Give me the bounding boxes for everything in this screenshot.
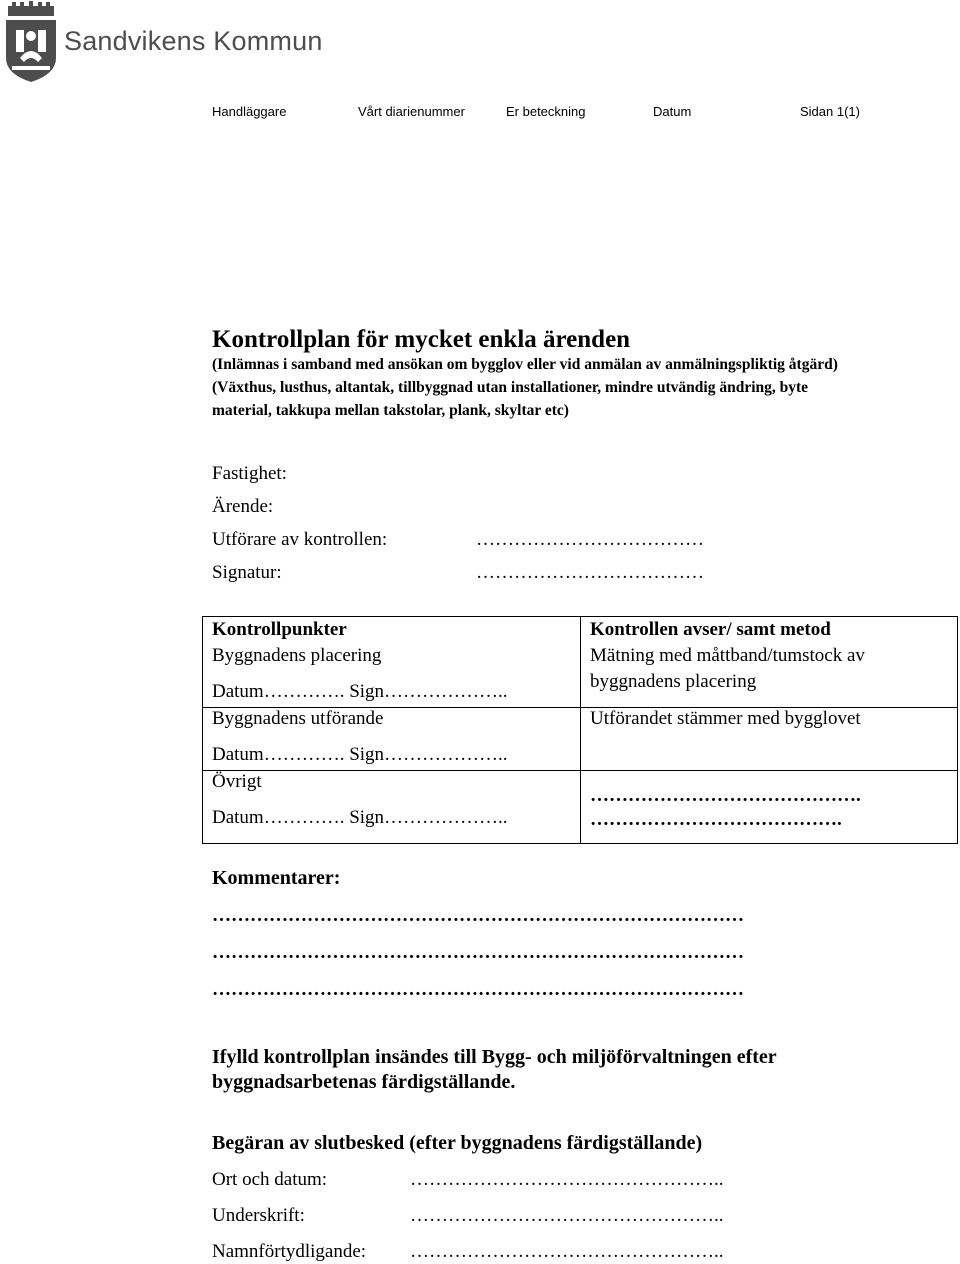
fastighet-label: Fastighet: [212,463,287,484]
kommentar-line: ………………………………………………………………………… [212,979,744,1000]
table-cell-metod-2 [581,708,958,771]
metod-line: Mätning med måttband/tumstock av [590,645,865,666]
header-handlaggare: Handläggare [212,104,287,119]
col2-header: Kontrollen avser/ samt metod [590,619,831,640]
signatur-fill-line: ……………………………… [476,562,704,583]
slutbesked-heading: Begäran av slutbesked (efter byggnadens färdigställande) [212,1132,703,1154]
subtitle-line-1: (Inlämnas i samband med ansökan om bygglov eller vid anmälan av anmälningspliktig åtgärd) [212,356,838,373]
kontrollpunkt-label: Byggnadens utförande [212,708,384,729]
table-row [203,617,958,708]
utforare-fill-line: ……………………………… [476,529,704,550]
metod-line: Utförandet stämmer med bygglovet [590,708,861,729]
kontrollpunkt-label: Övrigt [212,771,262,792]
header-beteckning: Er beteckning [506,104,586,119]
datum-sign-line: Datum…………. Sign……………….. [212,744,508,765]
underskrift-fill-line: ………………………………………….. [410,1205,724,1226]
header-page-number: Sidan 1(1) [800,104,860,119]
kontrollpunkter-table [202,616,958,844]
table-cell-kontrollpunkt-2 [203,708,581,771]
table-cell-kontrollpunkt-1 [203,617,581,708]
header-diarienummer: Vårt diarienummer [358,104,465,119]
kontrollpunkt-label: Byggnadens placering [212,645,382,666]
organization-name: Sandvikens Kommun [64,26,323,56]
kommentar-line: ………………………………………………………………………… [212,942,744,963]
namnfortydligande-label: Namnförtydligande: [212,1241,367,1262]
subtitle-line-2: (Växthus, lusthus, altantak, tillbyggnad utan installationer, mindre utvändig ändring, byte [212,379,809,396]
datum-sign-line: Datum…………. Sign……………….. [212,807,508,828]
table-cell-kontrollpunkt-3 [203,771,581,844]
instruction-line-1: Ifylld kontrollplan insändes till Bygg- och miljöförvaltningen efter [212,1046,777,1068]
metod-line: …………………………………. [590,809,842,830]
col1-header: Kontrollpunkter [212,619,347,640]
kommentarer-label: Kommentarer: [212,867,341,889]
utforare-label: Utförare av kontrollen: [212,529,388,550]
table-cell-metod-1 [581,617,958,708]
arende-label: Ärende: [212,496,274,517]
ort-datum-label: Ort och datum: [212,1169,328,1190]
signatur-label: Signatur: [212,562,282,583]
metod-line: byggnadens placering [590,671,757,692]
table-row [203,771,958,844]
table-cell-metod-3 [581,771,958,844]
namnfortydligande-fill-line: ………………………………………….. [410,1241,724,1262]
subtitle-line-3: material, takkupa mellan takstolar, plank, skyltar etc) [212,402,569,419]
municipal-crest-icon [2,0,60,84]
table-row [203,708,958,771]
instruction-line-2: byggnadsarbetenas färdigställande. [212,1071,516,1093]
datum-sign-line: Datum…………. Sign……………….. [212,681,508,702]
document-title: Kontrollplan för mycket enkla ärenden [212,326,631,353]
kommentar-line: ………………………………………………………………………… [212,905,744,926]
metod-line: ……………………………………. [590,785,861,806]
underskrift-label: Underskrift: [212,1205,305,1226]
ort-datum-fill-line: ………………………………………….. [410,1169,724,1190]
header-datum: Datum [653,104,692,119]
